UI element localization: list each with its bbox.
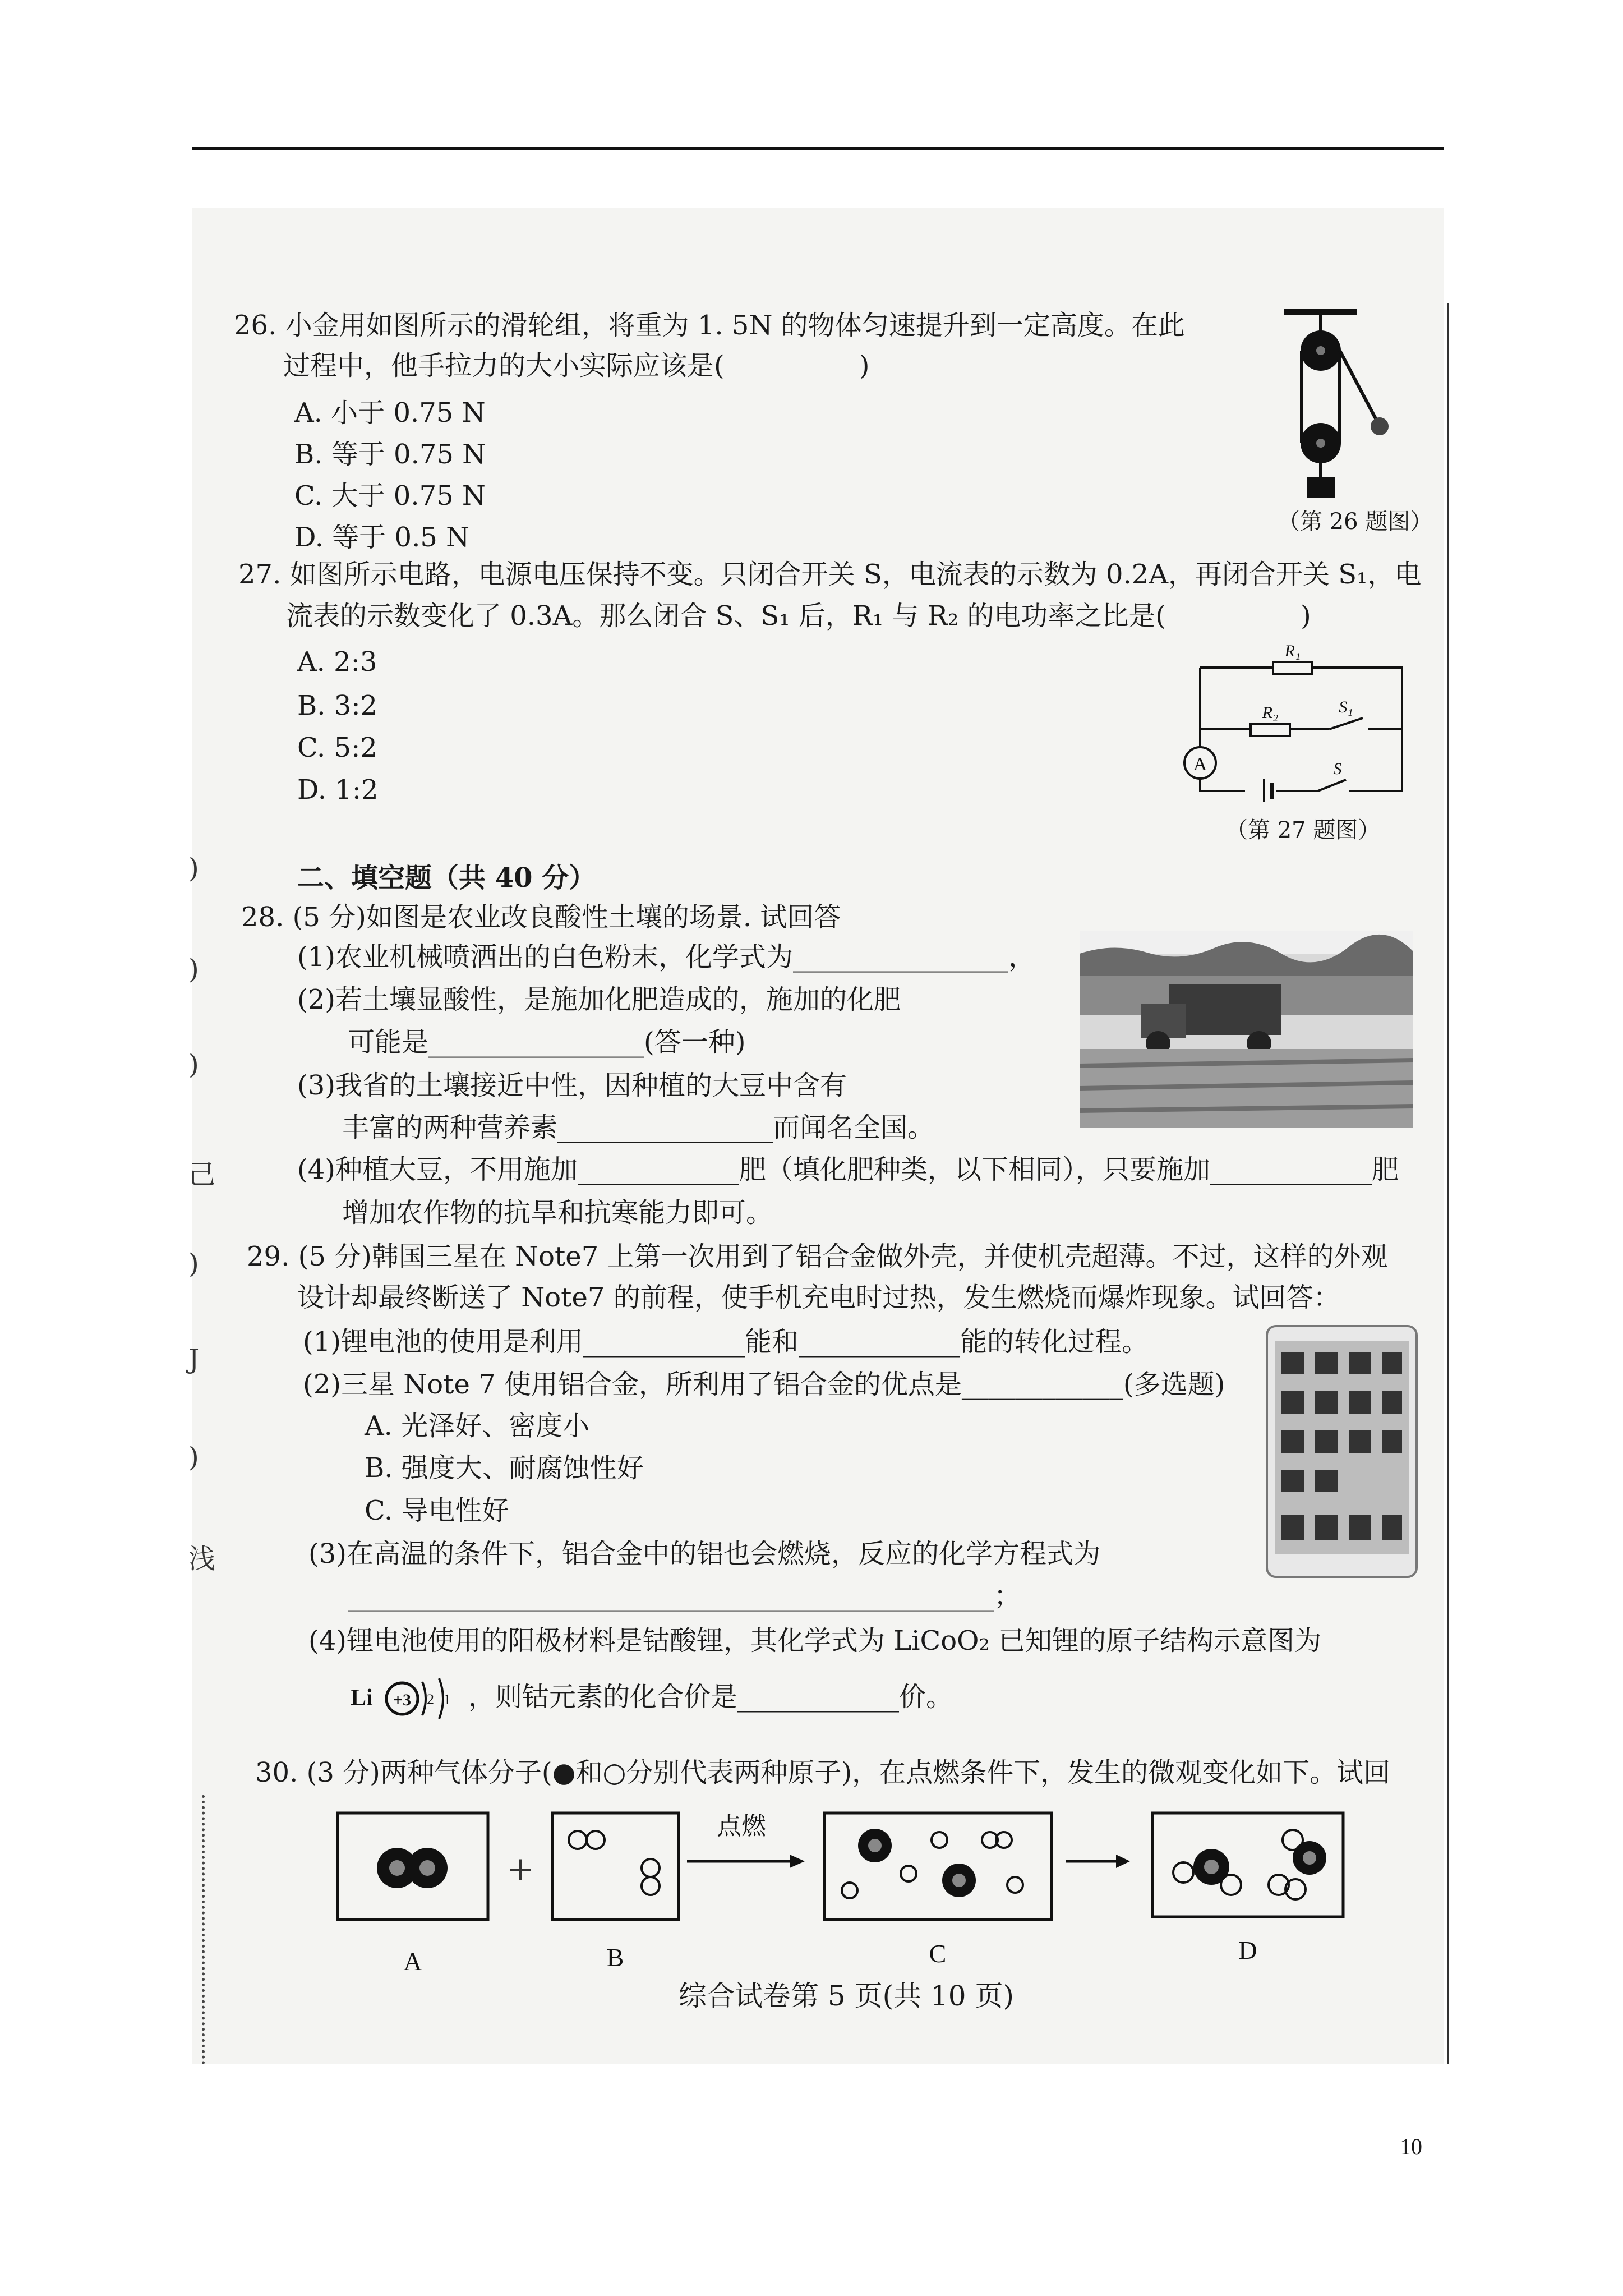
q30-intro: 30. (3 分)两种气体分子(●和○分别代表两种原子)，在点燃条件下，发生的微观变化如下。试回	[255, 1757, 1391, 1788]
q29-part4: (4)锂电池使用的阳极材料是钴酸锂，其化学式为 LiCoO₂ 已知锂的原子结构示意图为	[308, 1625, 1321, 1657]
binding-dotted-line	[202, 1795, 205, 2064]
q29-part4-line2: ，则钴元素的化合价是____________价。	[468, 1681, 953, 1713]
q28-part3-line1: (3)我省的土壤接近中性，因种植的大豆中含有	[297, 1070, 847, 1101]
q28-part4-line2: 增加农作物的抗旱和抗寒能力即可。	[342, 1197, 773, 1228]
q26-option-c: C. 大于 0.75 N	[294, 480, 486, 512]
q27-option-a: A. 2:3	[297, 646, 377, 678]
q28-part2-line2: 可能是________________(答一种)	[348, 1027, 746, 1058]
margin-mark: )	[188, 1442, 199, 1473]
margin-mark: 己	[188, 1159, 216, 1190]
s1-label: S₁	[1339, 698, 1353, 716]
margin-mark: J	[188, 1343, 200, 1375]
q27-stem-line2: 流表的示数变化了 0.3A。那么闭合 S、S₁ 后，R₁ 与 R₂ 的电功率之比是( )	[286, 600, 1311, 632]
q26-option-b: B. 等于 0.75 N	[294, 439, 486, 470]
atom-shell1: 2	[427, 1691, 434, 1708]
r1-label: R₁	[1284, 642, 1301, 660]
q29-part3: (3)在高温的条件下，铝合金中的铝也会燃烧，反应的化学方程式为	[308, 1538, 1100, 1570]
q27-option-c: C. 5:2	[297, 732, 377, 763]
margin-mark: )	[188, 853, 199, 884]
q29-part2: (2)三星 Note 7 使用铝合金，所利用了铝合金的优点是____________(多选题)	[303, 1369, 1225, 1400]
q27-option-b: B. 3:2	[297, 690, 378, 721]
atom-nucleus: +3	[393, 1691, 412, 1709]
box-label-b: B	[606, 1943, 624, 1972]
section-title: 二、填空题（共 40 分）	[297, 862, 596, 894]
box-label-a: A	[403, 1947, 422, 1975]
q28-part1: (1)农业机械喷洒出的白色粉末，化学式为________________，	[297, 941, 1035, 973]
margin-mark: )	[188, 954, 199, 985]
atom-shell2: 1	[444, 1691, 451, 1708]
margin-mark: )	[188, 1248, 199, 1280]
q27-stem-line1: 27. 如图所示电路，电源电压保持不变。只闭合开关 S，电流表的示数为 0.2A，再闭合开关 S₁，电	[238, 559, 1422, 590]
q29-option-b: B. 强度大、耐腐蚀性好	[365, 1452, 644, 1484]
q28-part3-line2: 丰富的两种营养素________________而闻名全国。	[342, 1112, 935, 1143]
top-rule	[192, 147, 1444, 150]
lithium-atom-diagram	[351, 1672, 468, 1728]
q27-figure-caption: （第 27 题图）	[1225, 817, 1381, 843]
molecule-reaction-diagram	[336, 1806, 1357, 1975]
scan-edge-line	[1447, 303, 1449, 2064]
s-label: S	[1333, 760, 1342, 778]
phone-photo	[1265, 1324, 1419, 1579]
q28-part2-line1: (2)若土壤显酸性，是施加化肥造成的，施加的化肥	[297, 984, 901, 1015]
q28-part4-line1: (4)种植大豆，不用施加____________肥（填化肥种类，以下相同），只要施加____________肥	[297, 1154, 1399, 1185]
ammeter-label: A	[1193, 754, 1207, 775]
atom-symbol: Li	[351, 1685, 373, 1711]
plus-sign: +	[506, 1849, 535, 1889]
q29-intro-line1: 29. (5 分)韩国三星在 Note7 上第一次用到了铝合金做外壳，并使机壳超薄。不过，这样的外观	[247, 1241, 1388, 1272]
q29-intro-line2: 设计却最终断送了 Note7 的前程，使手机充电时过热，发生燃烧而爆炸现象。试回答：	[297, 1282, 1340, 1313]
q26-option-d: D. 等于 0.5 N	[294, 522, 470, 553]
q29-part3-blank: ________________________________________________；	[348, 1580, 1021, 1612]
q26-option-a: A. 小于 0.75 N	[294, 397, 486, 429]
q29-option-a: A. 光泽好、密度小	[365, 1410, 590, 1442]
pulley-figure	[1284, 309, 1396, 505]
page-number: 10	[1400, 2134, 1422, 2159]
box-label-d: D	[1238, 1936, 1257, 1964]
q29-part1: (1)锂电池的使用是利用____________能和____________能的转化过程。	[303, 1326, 1149, 1358]
circuit-figure	[1178, 634, 1413, 802]
reaction-condition: 点燃	[717, 1812, 766, 1841]
q29-option-c: C. 导电性好	[365, 1495, 509, 1526]
box-label-c: C	[929, 1939, 947, 1968]
margin-mark: 浅	[188, 1543, 216, 1575]
page-footer: 综合试卷第 5 页(共 10 页)	[679, 1980, 1015, 2012]
margin-mark: )	[188, 1049, 199, 1080]
r2-label: R₂	[1262, 703, 1279, 722]
q28-intro: 28. (5 分)如图是农业改良酸性土壤的场景. 试回答	[241, 901, 841, 933]
farm-photo	[1080, 931, 1413, 1128]
q27-option-d: D. 1:2	[297, 774, 379, 806]
q26-stem-line1: 26. 小金用如图所示的滑轮组，将重为 1. 5N 的物体匀速提升到一定高度。在此	[234, 310, 1185, 341]
q26-figure-caption: （第 26 题图）	[1278, 509, 1433, 535]
q26-stem-line2: 过程中，他手拉力的大小实际应该是( )	[283, 350, 870, 381]
